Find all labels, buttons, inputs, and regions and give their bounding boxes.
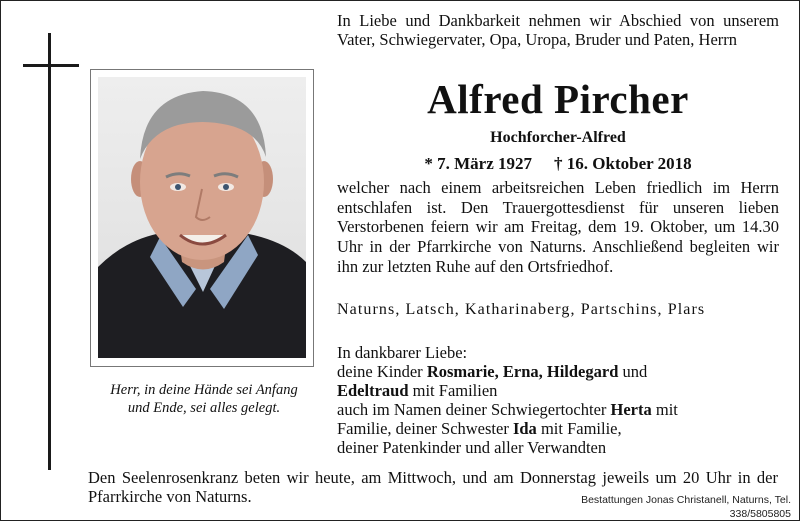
children-prefix: deine Kinder — [337, 362, 427, 381]
cross-icon-crossbar — [23, 64, 79, 67]
death-date: † 16. Oktober 2018 — [554, 154, 692, 173]
mourners-inlaw — [337, 400, 779, 419]
rosary-text: Den Seelenrosenkranz beten wir heute, am Mittwoch, und am Donnerstag jeweils um 20 Uhr in der Pfarrkirche von Naturns. — [88, 468, 778, 506]
funeral-text: welcher nach einem arbeitsreichen Leben friedlich im Herrn entschlafen ist. Den Trauergottesdienst für unseren lieben Verstorbenen feiern wir am Freitag, dem 19. Oktober, um 14.30 Uhr in der Pfarrkirche von Naturns. Anschließend begleiten wir ihn zur letzten Ruhe auf den Ortsfriedhof. — [337, 178, 779, 276]
child-last-suffix: mit Familien — [408, 381, 498, 400]
portrait-photo — [98, 77, 306, 358]
sister-suffix: mit Familie, — [536, 419, 622, 438]
deceased-name: Alfred Pircher — [427, 76, 689, 122]
life-dates — [337, 153, 779, 175]
mourners-closing: deiner Patenkinder und aller Verwandten — [337, 438, 607, 457]
mourners — [337, 343, 779, 457]
children-names: Rosmarie, Erna, Hildegard — [426, 362, 619, 381]
mourners-last-child — [337, 381, 779, 400]
places: Naturns, Latsch, Katharinaberg, Partschins, Plars — [337, 301, 706, 318]
quote-line: und Ende, sei alles gelegt. — [127, 400, 281, 416]
mourners-heading: In dankbarer Liebe: — [337, 343, 468, 362]
mourners-sister — [337, 419, 779, 438]
quote — [84, 381, 324, 417]
intro-text: In Liebe und Dankbarkeit nehmen wir Abschied von unserem Vater, Schwiegervater, Opa, Uropa, Bruder und Paten, Herrn — [337, 11, 779, 49]
sister-prefix: Familie, deiner Schwester — [337, 419, 513, 438]
child-last-name: Edeltraud — [337, 381, 409, 400]
inlaw-prefix: auch im Namen deiner Schwiegertochter — [337, 400, 611, 419]
quote-line: Herr, in deine Hände sei Anfang — [110, 382, 298, 398]
undertaker-credit: Bestattungen Jonas Christanell, Naturns, Tel. 338/5805805 — [581, 494, 791, 520]
birth-date: * 7. März 1927 — [424, 154, 533, 173]
cross-icon — [48, 33, 51, 470]
sister-name: Ida — [512, 419, 537, 438]
children-and: und — [618, 362, 648, 381]
inlaw-suffix: mit — [651, 400, 678, 419]
inlaw-name: Herta — [610, 400, 652, 419]
nickname: Hochforcher-Alfred — [490, 129, 626, 146]
mourners-children — [337, 362, 779, 381]
